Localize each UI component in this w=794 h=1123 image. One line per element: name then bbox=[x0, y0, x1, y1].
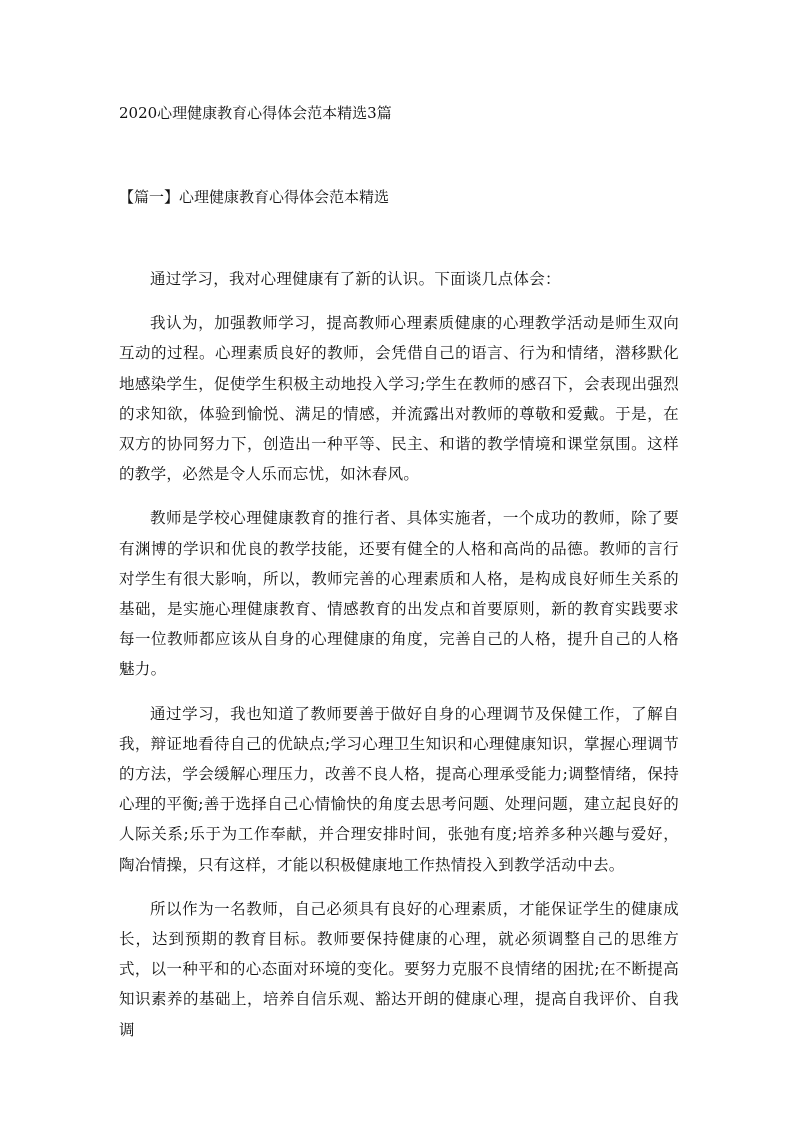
paragraph-5: 所以作为一名教师，自己必须具有良好的心理素质，才能保证学生的健康成长，达到预期的教育目标。教师要保持健康的心理，就必须调整自己的思维方式，以一种平和的心态面对环境的变化。要努力克服不良情绪的困扰;在不断提高知识素养的基础上，培养自信乐观、豁达开朗的健康心理，提高自我评价、自我调 bbox=[119, 899, 679, 1039]
paragraph-2: 我认为，加强教师学习，提高教师心理素质健康的心理教学活动是师生双向互动的过程。心理素质良好的教师，会凭借自己的语言、行为和情绪，潜移默化地感染学生，促使学生积极主动地投入学习;学生在教师的感召下，会表现出强烈的求知欲，体验到愉悦、满足的情感，并流露出对教师的尊敬和爱戴。于是，在双方的协同努力下，创造出一种平等、民主、和谐的教学情境和课堂氛围。这样的教学，必然是令人乐而忘忧，如沐春风。 bbox=[119, 314, 679, 484]
paragraph-1: 通过学习，我对心理健康有了新的认识。下面谈几点体会： bbox=[150, 270, 561, 288]
paragraph-3: 教师是学校心理健康教育的推行者、具体实施者，一个成功的教师，除了要有渊博的学识和优良的教学技能，还要有健全的人格和高尚的品德。教师的言行对学生有很大影响，所以，教师完善的心理素质和人格，是构成良好师生关系的基础，是实施心理健康教育、情感教育的出发点和首要原则，新的教育实践要求每一位教师都应该从自身的心理健康的角度，完善自己的人格，提升自己的人格魅力。 bbox=[119, 509, 679, 679]
document-title: 2020心理健康教育心得体会范本精选3篇 bbox=[119, 104, 392, 122]
section-heading: 【篇一】心理健康教育心得体会范本精选 bbox=[119, 188, 390, 206]
document-body bbox=[119, 264, 679, 1059]
paragraph-4: 通过学习，我也知道了教师要善于做好自身的心理调节及保健工作，了解自我，辩证地看待自己的优缺点;学习心理卫生知识和心理健康知识，掌握心理调节的方法，学会缓解心理压力，改善不良人格，提高心理承受能力;调整情绪，保持心理的平衡;善于选择自己心情愉快的角度去思考问题、处理问题，建立起良好的人际关系;乐于为工作奉献，并合理安排时间，张弛有度;培养多种兴趣与爱好，陶冶情操，只有这样，才能以积极健康地工作热情投入到教学活动中去。 bbox=[119, 704, 679, 874]
